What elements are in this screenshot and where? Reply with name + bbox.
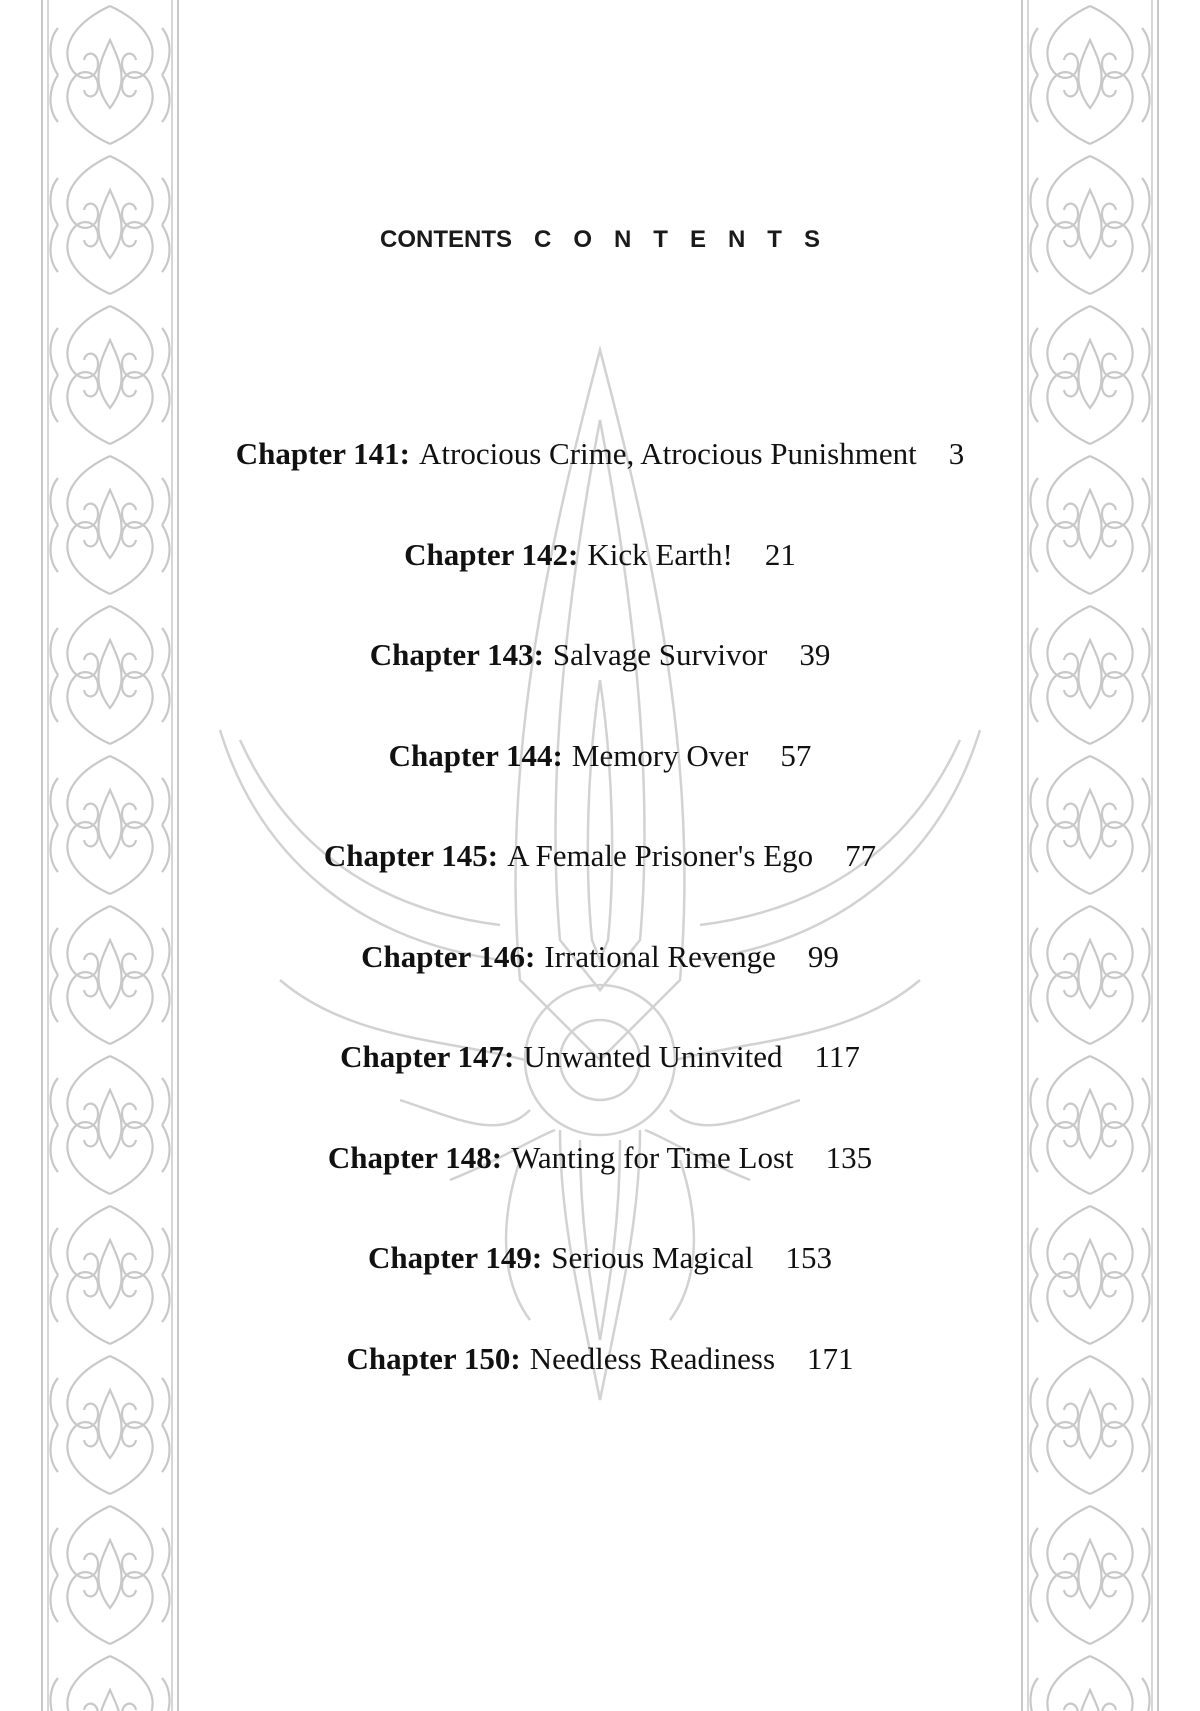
contents-heading-letter: N	[727, 226, 746, 253]
chapter-number: Chapter 148:	[327, 1139, 503, 1175]
chapter-number: Chapter 142:	[404, 536, 579, 572]
contents-heading-letter: O	[573, 226, 592, 253]
left-ornamental-border	[40, 0, 180, 1711]
chapter-page-number: 171	[807, 1340, 854, 1376]
contents-heading-letter: T	[653, 226, 668, 253]
chapter-title: Wanting for Time Lost	[511, 1139, 794, 1175]
toc-entry[interactable]	[190, 438, 1010, 539]
contents-heading-letter: C	[533, 226, 552, 253]
chapter-title: Irrational Revenge	[544, 938, 776, 974]
contents-heading	[380, 222, 820, 258]
toc-entry[interactable]	[190, 938, 1010, 1042]
contents-heading-text: CONTENTS	[380, 226, 512, 253]
toc-entry[interactable]	[190, 639, 1010, 740]
toc-entry[interactable]	[190, 737, 1010, 841]
chapter-title: A Female Prisoner's Ego	[507, 838, 814, 873]
chapter-number: Chapter 150:	[346, 1340, 521, 1376]
chapter-title: Memory Over	[571, 737, 749, 773]
ornamental-border-icon	[1020, 0, 1160, 1711]
contents-heading-letter: S	[803, 226, 820, 253]
contents-heading-letter: E	[689, 226, 706, 253]
chapter-page-number: 135	[825, 1139, 873, 1175]
chapter-title: Salvage Survivor	[552, 637, 768, 672]
chapter-page-number: 99	[807, 938, 839, 974]
toc-entry[interactable]	[190, 1242, 1010, 1343]
chapter-number: Chapter 149:	[367, 1240, 543, 1275]
table-of-contents	[190, 438, 1010, 1443]
chapter-number: Chapter 147:	[340, 1039, 515, 1074]
contents-heading-letter: N	[613, 226, 632, 253]
chapter-page-number: 3	[948, 436, 965, 471]
chapter-title: Kick Earth!	[587, 536, 733, 572]
chapter-number: Chapter 145:	[323, 838, 499, 873]
toc-entry[interactable]	[190, 1139, 1010, 1243]
chapter-title: Serious Magical	[551, 1240, 754, 1275]
toc-entry[interactable]	[190, 1041, 1010, 1142]
chapter-number: Chapter 146:	[361, 938, 536, 974]
chapter-number: Chapter 144:	[388, 737, 563, 773]
right-ornamental-border	[1020, 0, 1160, 1711]
ornamental-border-icon	[40, 0, 180, 1711]
chapter-page-number: 39	[799, 637, 831, 672]
chapter-page-number: 117	[814, 1039, 860, 1074]
toc-entry[interactable]	[190, 1340, 1010, 1444]
toc-entry[interactable]	[190, 840, 1010, 941]
chapter-page-number: 57	[780, 737, 812, 773]
chapter-title: Unwanted Uninvited	[523, 1039, 783, 1074]
chapter-number: Chapter 143:	[369, 637, 544, 672]
chapter-page-number: 153	[785, 1240, 833, 1275]
chapter-page-number: 21	[764, 536, 796, 572]
chapter-title: Needless Readiness	[529, 1340, 776, 1376]
chapter-page-number: 77	[845, 838, 877, 873]
chapter-number: Chapter 141:	[235, 436, 411, 471]
chapter-title: Atrocious Crime, Atrocious Punishment	[419, 436, 917, 471]
toc-entry[interactable]	[190, 536, 1010, 640]
contents-heading-letter: T	[767, 226, 782, 253]
